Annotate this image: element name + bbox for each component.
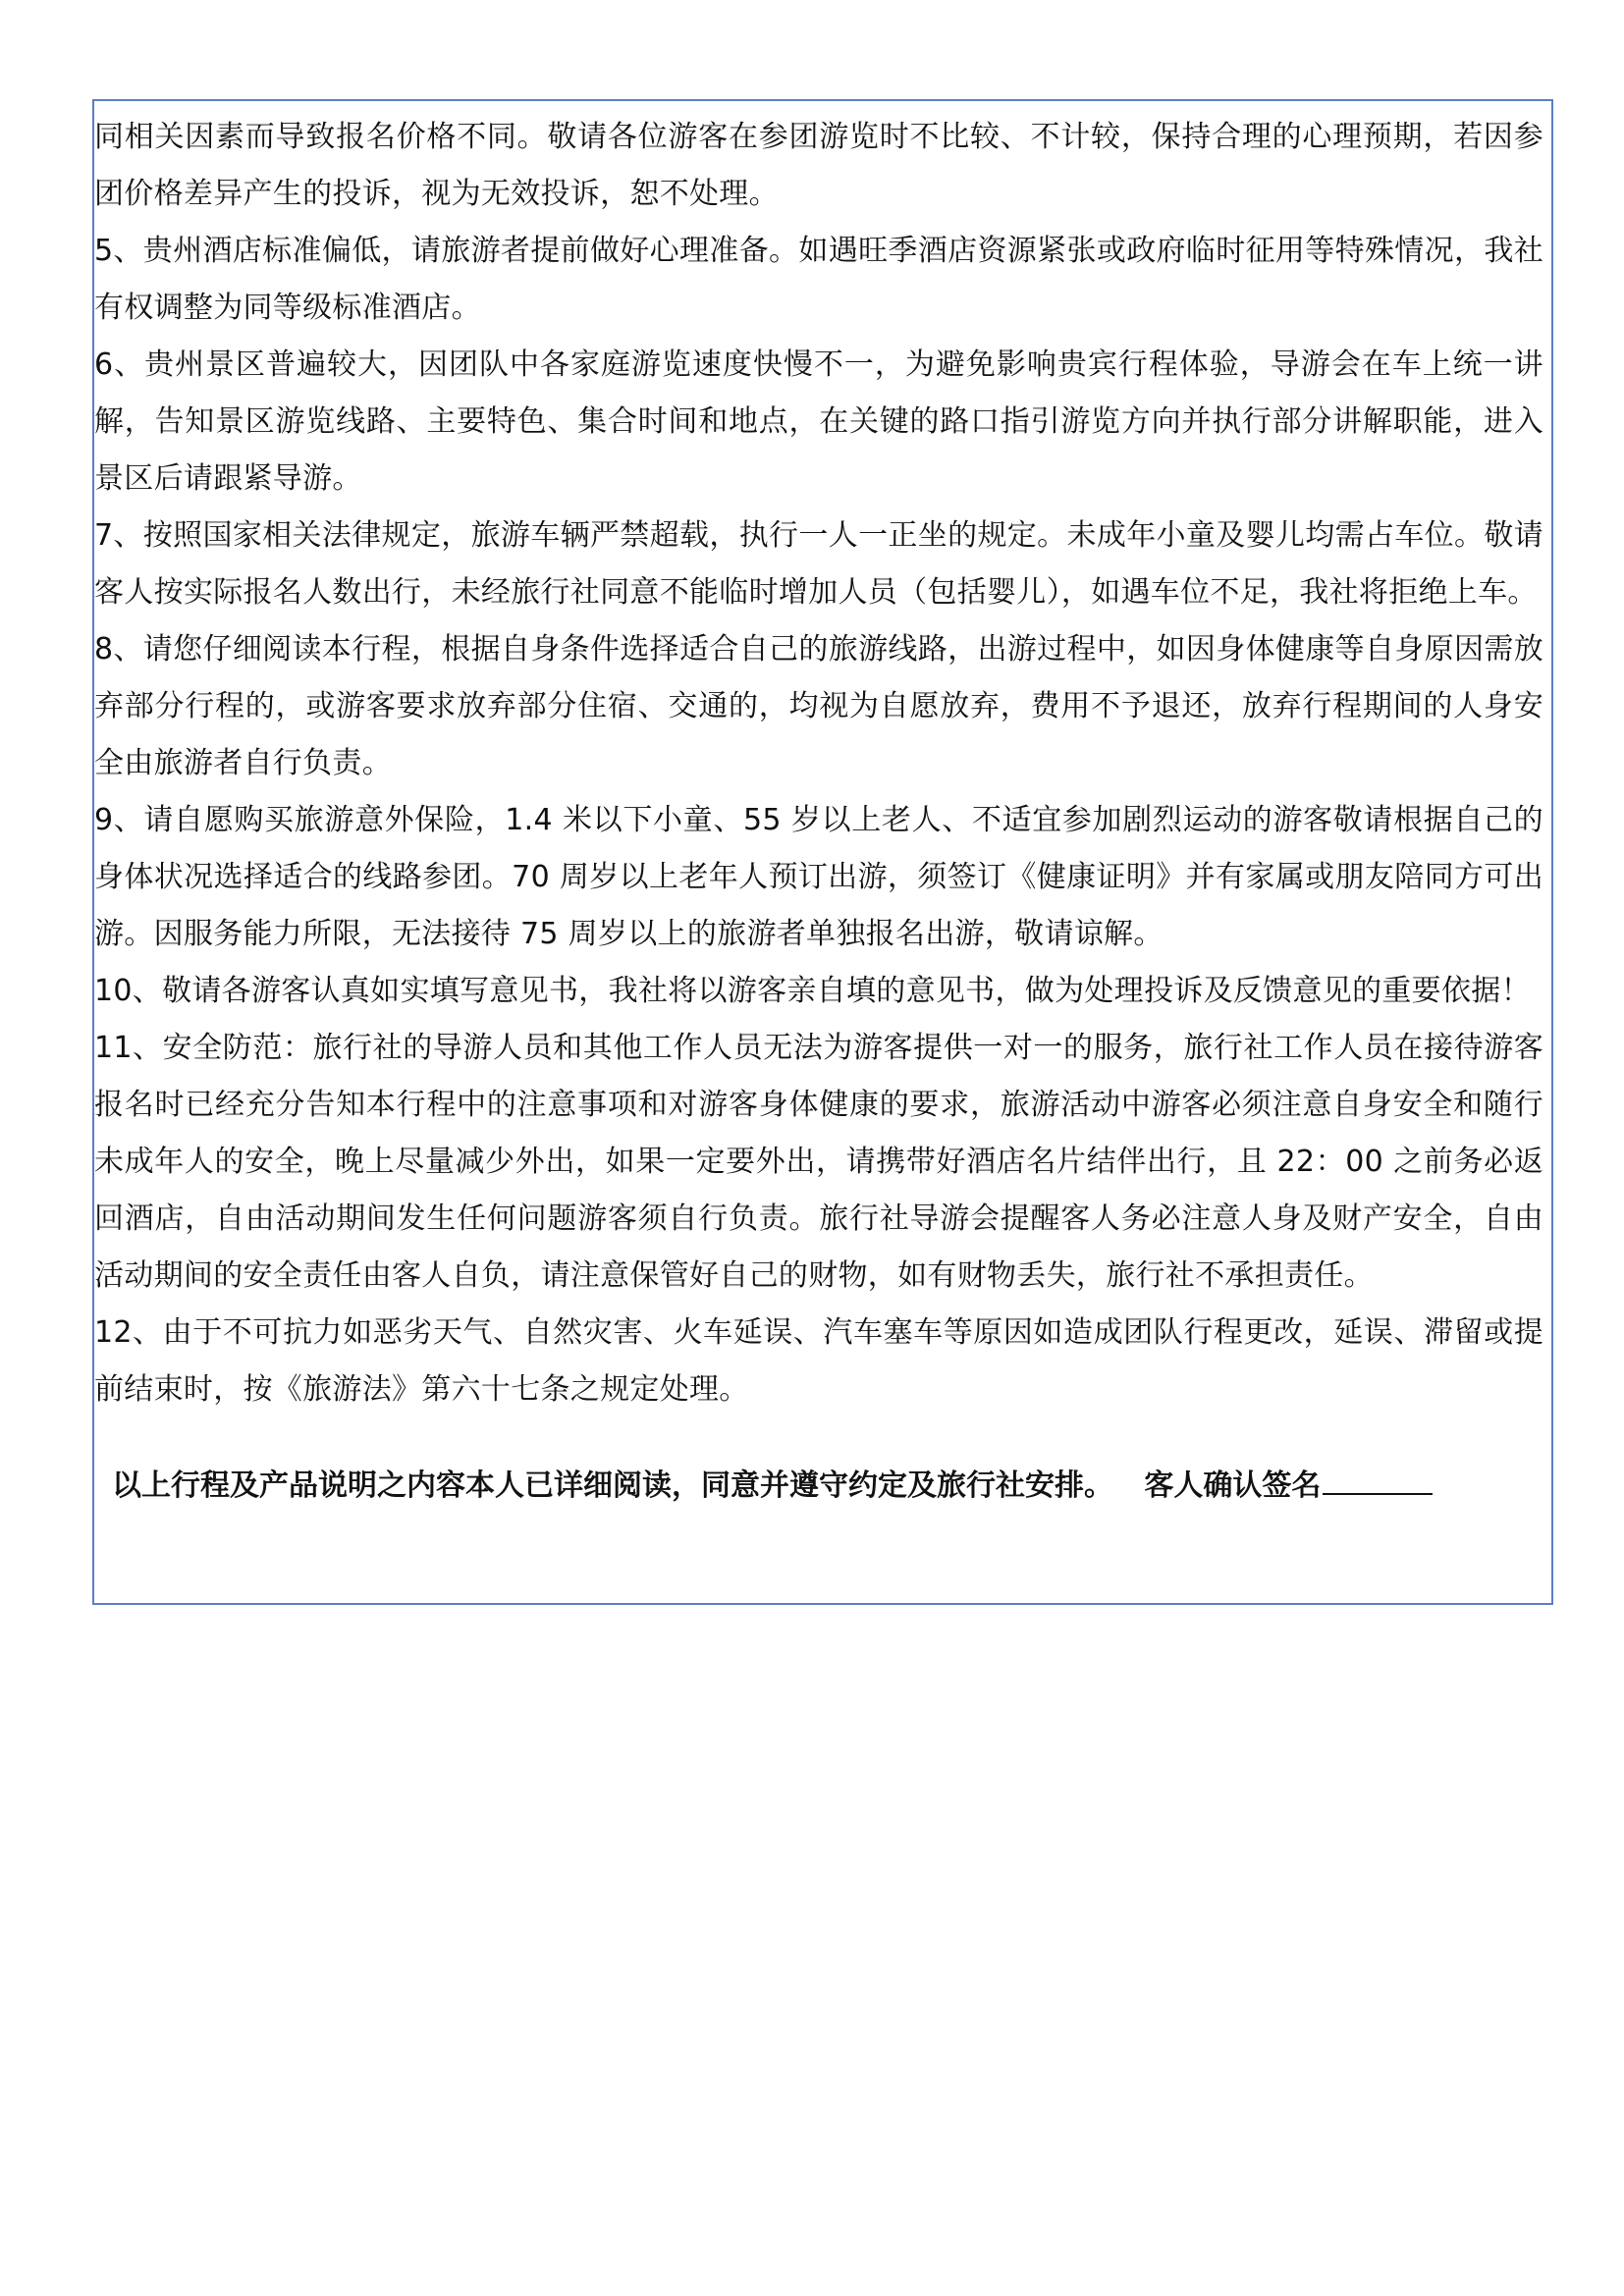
notice-item-11: 11、安全防范：旅行社的导游人员和其他工作人员无法为游客提供一对一的服务，旅行社工作人员在接待游客报名时已经充分告知本行程中的注意事项和对游客身体健康的要求，旅游活动中游客必须注意自身安全和随行未成年人的安全，晚上尽量减少外出，如果一定要外出，请携带好酒店名片结伴出行，且 22：00 之前务必返回酒店，自由活动期间发生任何问题游客须自行负责。旅行社导游会提醒客人务必注意人身及财产安全，自由活动期间的安全责任由客人自负，请注意保管好自己的财物，如有财物丢失，旅行社不承担责任。 (94, 1031, 1543, 1293)
spacer (94, 1418, 1543, 1458)
notice-item-7: 7、按照国家相关法律规定，旅游车辆严禁超载，执行一人一正坐的规定。未成年小童及婴儿均需占车位。敬请客人按实际报名人数出行，未经旅行社同意不能临时增加人员（包括婴儿），如遇车位不足，我社将拒绝上车。 (94, 518, 1543, 610)
notice-item-6: 6、贵州景区普遍较大，因团队中各家庭游览速度快慢不一，为避免影响贵宾行程体验，导游会在车上统一讲解，告知景区游览线路、主要特色、集合时间和地点，在关键的路口指引游览方向并执行部分讲解职能，进入景区后请跟紧导游。 (94, 347, 1543, 496)
notice-item-5: 5、贵州酒店标准偏低，请旅游者提前做好心理准备。如遇旺季酒店资源紧张或政府临时征用等特殊情况，我社有权调整为同等级标准酒店。 (94, 234, 1543, 325)
notice-item-12: 12、由于不可抗力如恶劣天气、自然灾害、火车延误、汽车塞车等原因如造成团队行程更改，延误、滞留或提前结束时，按《旅游法》第六十七条之规定处理。 (94, 1315, 1543, 1407)
signature-field[interactable] (1323, 1460, 1433, 1495)
signature-label: 客人确认签名 (1144, 1468, 1322, 1503)
confirmation-line (94, 1458, 1543, 1515)
notice-item-9: 9、请自愿购买旅游意外保险，1.4 米以下小童、55 岁以上老人、不适宜参加剧烈运动的游客敬请根据自己的身体状况选择适合的线路参团。70 周岁以上老年人预订出游，须签订《健康证明》并有家属或朋友陪同方可出游。因服务能力所限，无法接待 75 周岁以上的旅游者单独报名出游，敬请谅解。 (94, 803, 1543, 951)
notice-box (92, 99, 1553, 1605)
notice-continuation: 同相关因素而导致报名价格不同。敬请各位游客在参团游览时不比较、不计较，保持合理的心理预期，若因参团价格差异产生的投诉，视为无效投诉，恕不处理。 (94, 120, 1543, 211)
notice-item-8: 8、请您仔细阅读本行程，根据自身条件选择适合自己的旅游线路，出游过程中，如因身体健康等自身原因需放弃部分行程的，或游客要求放弃部分住宿、交通的，均视为自愿放弃，费用不予退还，放弃行程期间的人身安全由旅游者自行负责。 (94, 632, 1543, 780)
notice-item-10: 10、敬请各游客认真如实填写意见书，我社将以游客亲自填的意见书，做为处理投诉及反馈意见的重要依据！ (94, 974, 1531, 1008)
confirmation-text: 以上行程及产品说明之内容本人已详细阅读，同意并遵守约定及旅行社安排。 (112, 1468, 1113, 1503)
